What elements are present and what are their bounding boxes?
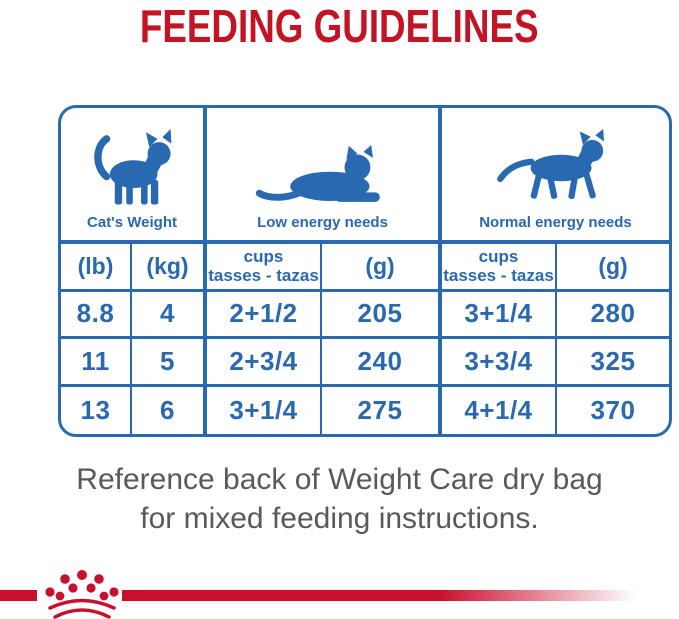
table-cell-low-cups-row1: 2+1/2 — [207, 292, 322, 340]
normal-cups-header-cell — [442, 244, 557, 292]
table-cell-normal-cups-row2: 3+3/4 — [442, 339, 557, 387]
table-cell-normal-cups-row1: 3+1/4 — [442, 292, 557, 340]
reference-note-line2: for mixed feeding instructions. — [140, 502, 539, 535]
table-cell-normal-g-row1: 280 — [557, 292, 669, 340]
normal-g-label: (g) — [598, 252, 628, 279]
unit-kg-cell — [132, 244, 203, 292]
table-cell-normal-cups-row3: 4+1/4 — [442, 387, 557, 435]
title-bar — [0, 0, 679, 52]
table-cell-lb-row1: 8.8 — [61, 292, 132, 340]
table-cell-low-g-row3: 275 — [357, 394, 403, 425]
table-cell-low-g-row2: 240 — [322, 339, 438, 387]
low-cups-header-cell — [207, 244, 322, 292]
cats-weight-header — [61, 108, 203, 244]
low-energy-grid — [207, 244, 438, 434]
normal-g-header-cell — [557, 244, 669, 292]
low-tasses-label: tasses - tazas — [208, 266, 319, 286]
normal-energy-header — [442, 108, 669, 244]
cats-weight-label: Cat's Weight — [87, 214, 177, 231]
feeding-table — [58, 105, 672, 437]
standing-cat-icon — [86, 129, 178, 207]
normal-cups-label: cups — [478, 247, 519, 267]
unit-lb-label: (lb) — [77, 252, 114, 279]
unit-kg-label: (kg) — [146, 252, 189, 279]
table-cell-lb-row2: 11 — [61, 339, 132, 387]
reference-note — [0, 460, 679, 538]
normal-energy-label: Normal energy needs — [479, 214, 632, 231]
table-cell-low-cups-row2: 2+3/4 — [207, 339, 322, 387]
normal-energy-grid — [442, 244, 669, 434]
low-g-header-cell — [322, 244, 438, 292]
table-cell-kg-row3: 6 — [160, 394, 175, 425]
brand-stripe-right — [122, 590, 652, 601]
page-title: FEEDING GUIDELINES — [140, 0, 539, 52]
section-cats-weight — [61, 108, 203, 434]
lying-cat-icon — [243, 145, 403, 207]
reference-note-line1: Reference back of Weight Care dry bag — [76, 463, 603, 496]
weight-grid — [61, 244, 203, 434]
unit-lb-cell — [61, 244, 132, 292]
low-energy-header — [207, 108, 438, 244]
royal-canin-crown-logo — [42, 569, 122, 619]
table-cell-low-g-row1: 205 — [322, 292, 438, 340]
low-cups-label: cups — [243, 247, 284, 267]
normal-tasses-label: tasses - tazas — [443, 266, 554, 286]
low-energy-label: Low energy needs — [257, 214, 388, 231]
section-normal-energy — [438, 108, 669, 434]
table-cell-low-cups-row3: 3+1/4 — [207, 387, 322, 435]
table-cell-normal-g-row2: 325 — [557, 339, 669, 387]
table-cell-kg-row2: 5 — [132, 339, 203, 387]
brand-stripe-left — [0, 590, 37, 601]
walking-cat-icon — [486, 129, 626, 207]
table-cell-lb-row3: 13 — [61, 387, 132, 435]
section-low-energy — [203, 108, 438, 434]
table-cell-kg-row1: 4 — [132, 292, 203, 340]
low-g-label: (g) — [365, 252, 395, 279]
table-cell-normal-g-row3: 370 — [590, 394, 636, 425]
